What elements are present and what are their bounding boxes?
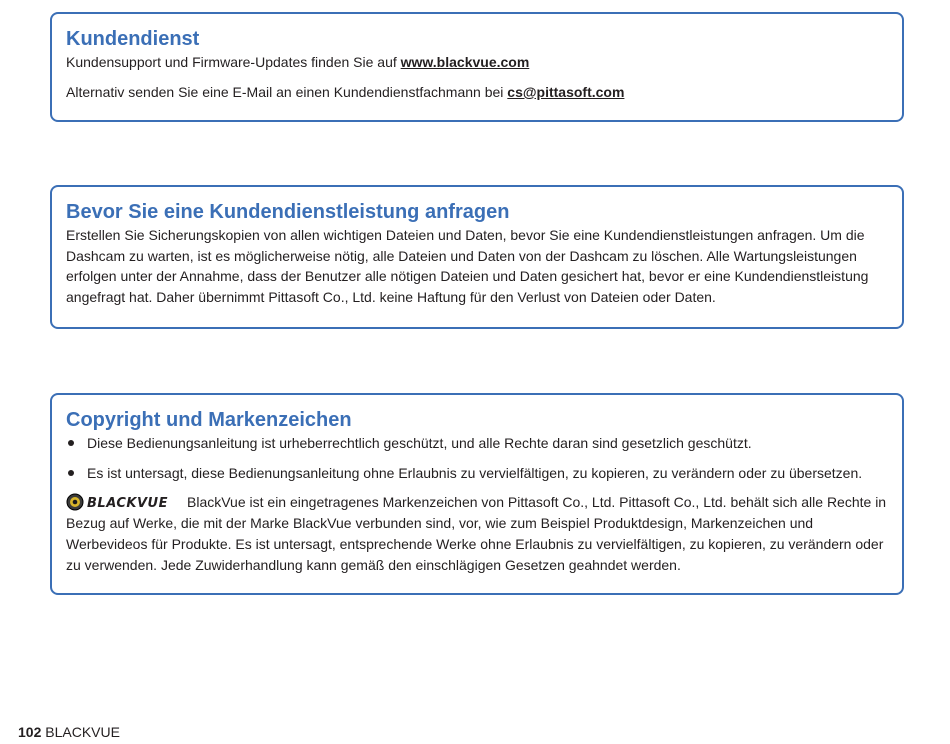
copyright-bullet-2-text: Es ist untersagt, diese Bedienungsanleitung ohne Erlaubnis zu vervielfältigen, zu kopieren, zu verändern oder zu übersetzen. [87,464,863,481]
copyright-bullet-2 [66,463,888,484]
copyright-bullet-1-text: Diese Bedienungsanleitung ist urheberrechtlich geschützt, und alle Rechte daran sind gesetzlich geschützt. [87,435,752,451]
email-link[interactable]: cs@pittasoft.com [507,83,625,100]
page-number: 102 [18,724,42,740]
before-service-box [50,185,904,329]
email-line-text: Alternativ senden Sie eine E-Mail an einen Kundendienstfachmann bei [66,83,508,100]
support-line-text: Kundensupport und Firmware-Updates finden Sie auf [66,54,401,70]
copyright-box [50,393,904,595]
bullet-icon [68,440,74,446]
page-footer [18,724,120,740]
copyright-bullet-1 [66,433,888,454]
blackvue-logo [66,493,184,511]
before-service-heading: Bevor Sie eine Kundendienstleistung anfragen [66,201,510,223]
trademark-paragraph [66,492,888,575]
copyright-heading: Copyright und Markenzeichen [66,409,352,431]
customer-service-heading: Kundendienst [66,28,200,50]
bullet-icon [68,470,74,476]
customer-service-box [50,12,904,122]
logo-wordmark: BLACKVUE [87,496,168,512]
email-line [66,82,888,103]
trademark-text: BlackVue ist ein eingetragenes Markenzeichen von Pittasoft Co., Ltd. Pittasoft Co., Ltd. behält sich alle Rechte in Bezug auf Werke, die mit der Marke BlackVue verbunden sind, vor, wie zum Beispiel Produktdesign, Markenzeichen und Werbevideos für Produkte. Es ist untersagt, entsprechende Werke ohne Erlaubnis zu vervielfältigen, zu kopieren, zu verändern oder zu verwenden. Jede Zuwiderhandlung kann gemäß den einschlägigen Gesetzen geahndet werden. [66,494,887,573]
support-line [66,52,888,73]
footer-brand: BLACKVUE [45,724,120,740]
website-link[interactable]: www.blackvue.com [400,54,530,70]
before-service-paragraph: Erstellen Sie Sicherungskopien von allen wichtigen Dateien und Daten, bevor Sie eine Kundendienstleistungen anfragen. Um die Dashcam zu warten, ist es möglicherweise nötig, alle Dateien und Daten von der Dashcam zu löschen. Alle Wartungsleistungen erfolgen unter der Annahme, dass der Benutzer alle nötigen Dateien und Daten gesichert hat, bevor er eine Kundendienstleistung angefragt hat. Daher übernimmt Pittasoft Co., Ltd. keine Haftung für den Verlust von Dateien oder Daten. [66,227,869,306]
